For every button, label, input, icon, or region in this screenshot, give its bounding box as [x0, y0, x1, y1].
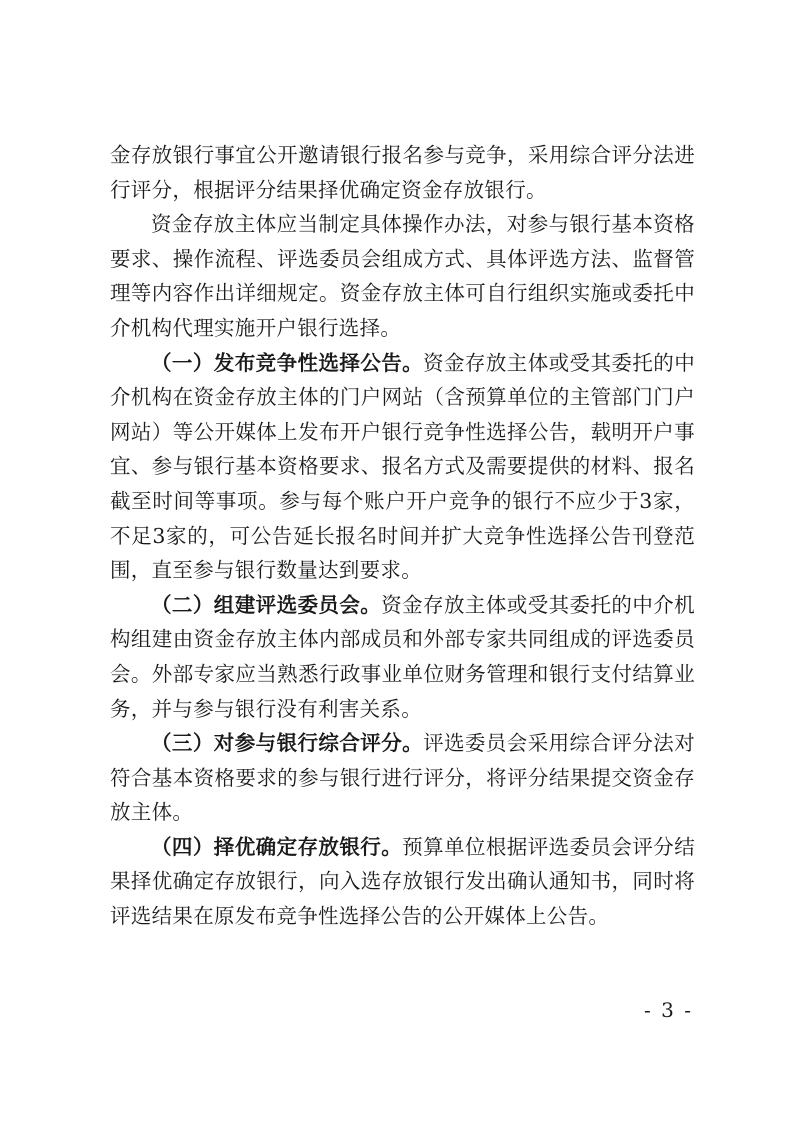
paragraph-text: 金存放银行事宜公开邀请银行报名参与竞争，采用综合评分法进行评分，根据评分结果择优确定资金存放银行。 — [110, 143, 695, 202]
paragraph-text: 预算单位根据评选委员会评分结果择优确定存放银行，向入选存放银行发出确认通知书，同时将评选结果在原发布竞争性选择公告的公开媒体上公告。 — [110, 834, 695, 929]
paragraph-text: 评选委员会采用综合评分法对符合基本资格要求的参与银行进行评分，将评分结果提交资金存放主体。 — [110, 731, 695, 825]
paragraph-procedure — [110, 207, 695, 345]
paragraph-step-1 — [110, 346, 695, 588]
step-heading: （三）对参与银行综合评分。 — [151, 731, 424, 756]
paragraph-step-4 — [110, 830, 695, 934]
paragraph-text: 资金存放主体或受其委托的中介机构在资金存放主体的门户网站（含预算单位的主管部门门户网站）等公开媒体上发布开户银行竞争性选择公告，载明开户事宜、参与银行基本资格要求、报名方式及需要提供的材料、报名截至时间等事项。参与每个账户开户竞争的银行不应少于3家，不足3家的，可公告延长报名时间并扩大竞争性选择公告刊登范围，直至参与银行数量达到要求。 — [110, 350, 695, 583]
document-body — [110, 138, 695, 934]
step-heading: （四）择优确定存放银行。 — [151, 834, 403, 859]
step-heading: （一）发布竞争性选择公告。 — [151, 350, 424, 375]
paragraph-continuation — [110, 138, 695, 207]
paragraph-step-3 — [110, 726, 695, 830]
paragraph-step-2 — [110, 588, 695, 726]
page-number: - 3 - — [644, 998, 693, 1022]
paragraph-text: 资金存放主体或受其委托的中介机构组建由资金存放主体内部成员和外部专家共同组成的评选委员会。外部专家应当熟悉行政事业单位财务管理和银行支付结算业务，并与参与银行没有利害关系。 — [110, 592, 695, 721]
paragraph-text: 资金存放主体应当制定具体操作办法，对参与银行基本资格要求、操作流程、评选委员会组成方式、具体评选方法、监督管理等内容作出详细规定。资金存放主体可自行组织实施或委托中介机构代理实施开户银行选择。 — [110, 212, 695, 340]
step-heading: （二）组建评选委员会。 — [151, 592, 382, 617]
